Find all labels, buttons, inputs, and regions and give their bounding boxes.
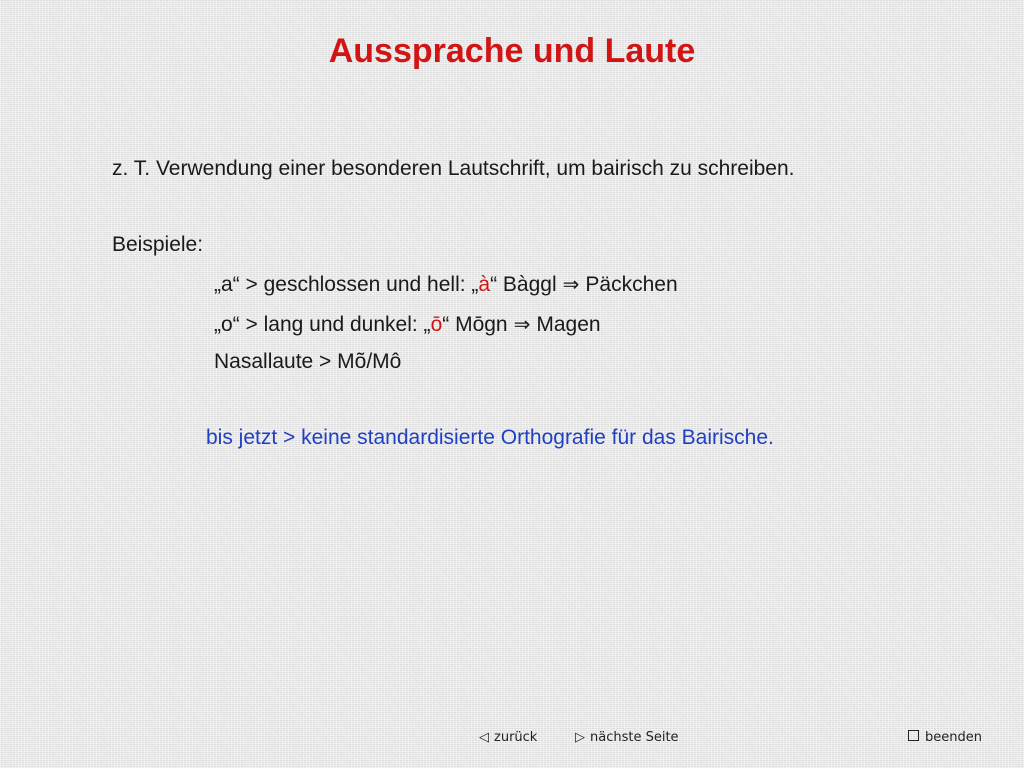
example-o (214, 312, 601, 337)
example-a-translation: Päckchen (585, 273, 678, 296)
square-icon (908, 730, 919, 741)
example-o-prefix: „o“ > lang und dunkel: „ (214, 313, 431, 336)
implies-arrow-icon: ⇒ (513, 314, 531, 336)
back-label: zurück (494, 730, 538, 745)
end-button[interactable] (908, 730, 982, 745)
example-nasal: Nasallaute > Mõ/Mô (214, 350, 402, 373)
slide-title: Aussprache und Laute (328, 32, 696, 70)
back-button[interactable] (479, 730, 537, 745)
implies-arrow-icon: ⇒ (562, 274, 580, 296)
example-a-highlight: à (478, 273, 491, 296)
example-o-translation: Magen (536, 313, 601, 336)
example-o-highlight: ō (430, 313, 443, 336)
triangle-left-icon: ◁ (479, 730, 489, 745)
triangle-right-icon: ▷ (575, 730, 585, 745)
note-text: bis jetzt > keine standardisierte Orthografie für das Bairische. (206, 426, 774, 449)
intro-text: z. T. Verwendung einer besonderen Lautschrift, um bairisch zu schreiben. (112, 157, 795, 180)
next-page-button[interactable] (575, 730, 679, 745)
end-label: beenden (925, 730, 982, 745)
example-o-suffix: “ Mōgn (442, 313, 508, 336)
example-a-suffix: “ Bàggl (490, 273, 557, 296)
example-a (214, 272, 678, 297)
next-label: nächste Seite (590, 730, 679, 745)
example-a-prefix: „a“ > geschlossen und hell: „ (214, 273, 479, 296)
examples-heading: Beispiele: (112, 233, 204, 256)
